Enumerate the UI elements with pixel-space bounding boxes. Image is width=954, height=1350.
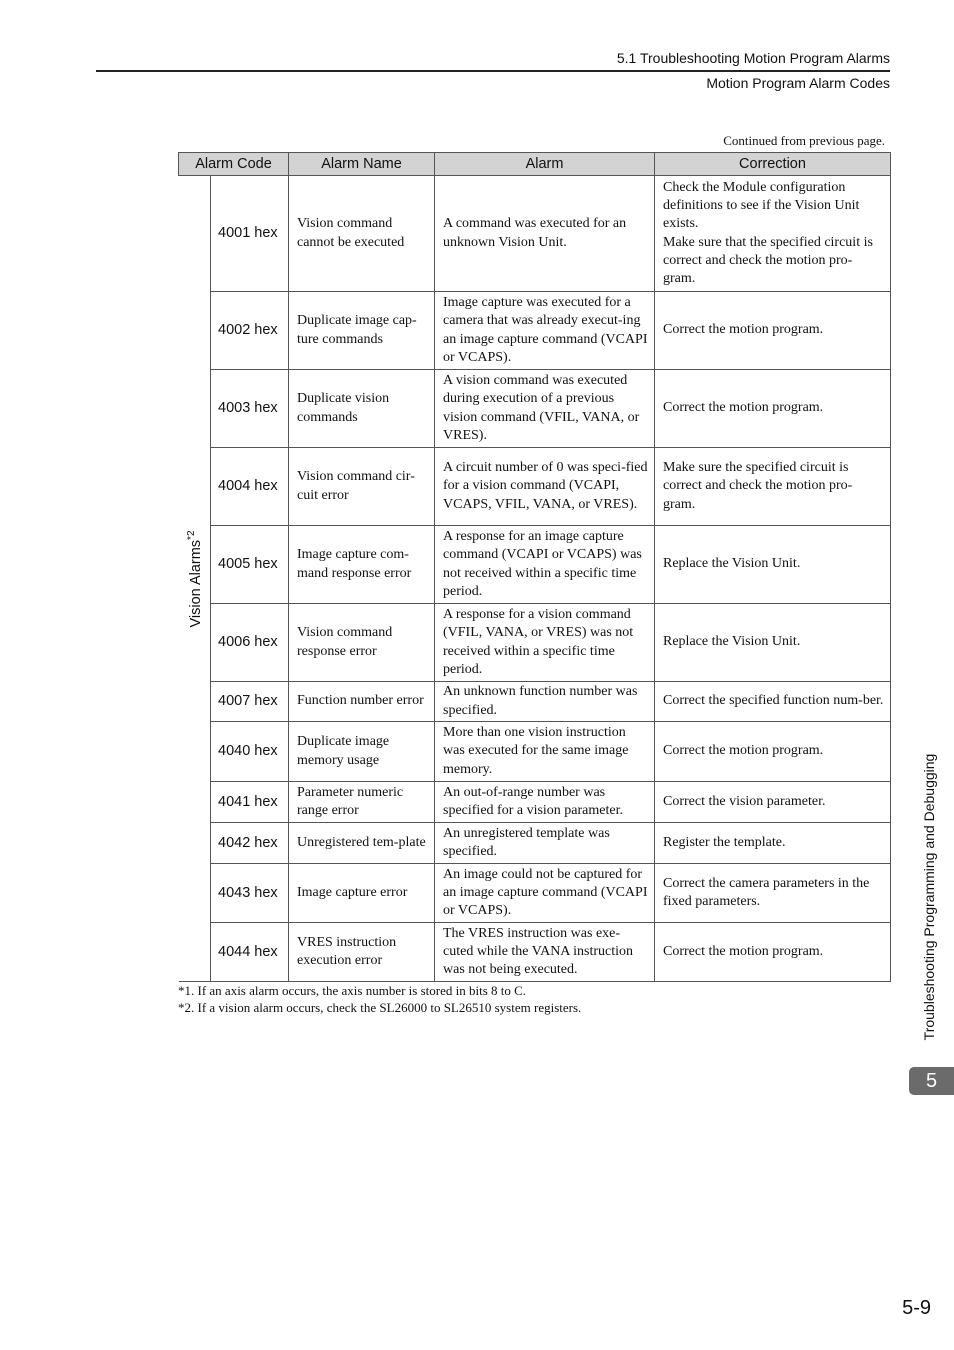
alarm-name-cell: Function number error — [289, 682, 435, 722]
subsection-title: Motion Program Alarm Codes — [706, 75, 890, 91]
correction-cell: Register the template. — [655, 823, 891, 864]
footnote-2: *2. If a vision alarm occurs, check the SL26000 to SL26510 system registers. — [178, 1000, 582, 1015]
correction-cell: Correct the camera parameters in the fixed parameters. — [655, 864, 891, 923]
alarm-code-cell: 4004 hex — [211, 448, 289, 526]
table-row — [179, 176, 891, 292]
footnotes — [178, 982, 581, 1016]
table-row — [179, 604, 891, 682]
section-title: 5.1 Troubleshooting Motion Program Alarms — [616, 50, 890, 66]
alarm-code-cell: 4043 hex — [211, 864, 289, 923]
alarm-description-cell: A circuit number of 0 was speci-fied for a vision command (VCAPI, VCAPS, VFIL, VANA, or VRES). — [435, 448, 655, 526]
alarm-code-cell: 4005 hex — [211, 526, 289, 604]
table-row — [179, 682, 891, 722]
alarm-code-cell: 4040 hex — [211, 722, 289, 782]
alarm-name-cell: Vision command response error — [289, 604, 435, 682]
alarm-name-cell: Vision command cannot be executed — [289, 176, 435, 292]
correction-cell: Correct the vision parameter. — [655, 782, 891, 823]
correction-cell: Check the Module configuration definitions to see if the Vision Unit exists. Make sure that the specified circuit is correct and check the motion pro-gram. — [655, 176, 891, 292]
correction-cell: Correct the specified function num-ber. — [655, 682, 891, 722]
continued-note: Continued from previous page. — [723, 133, 885, 148]
alarm-description-cell: Image capture was executed for a camera that was already execut-ing an image capture command (VCAPI or VCAPS). — [435, 292, 655, 370]
table-header-row — [179, 153, 891, 176]
table-row — [179, 722, 891, 782]
correction-cell: Replace the Vision Unit. — [655, 526, 891, 604]
footnote-1: *1. If an axis alarm occurs, the axis number is stored in bits 8 to C. — [178, 983, 527, 998]
alarm-description-cell: An image could not be captured for an image capture command (VCAPI or VCAPS). — [435, 864, 655, 923]
alarm-description-cell: A response for a vision command (VFIL, VANA, or VRES) was not received within a specific time period. — [435, 604, 655, 682]
correction-cell: Replace the Vision Unit. — [655, 604, 891, 682]
correction-cell: Correct the motion program. — [655, 923, 891, 982]
alarm-description-cell: The VRES instruction was exe-cuted while the VANA instruction was not being executed. — [435, 923, 655, 982]
alarm-description-cell: A response for an image capture command (VCAPI or VCAPS) was not received within a specific time period. — [435, 526, 655, 604]
alarm-description-cell: More than one vision instruction was executed for the same image memory. — [435, 722, 655, 782]
alarm-description-cell: An out-of-range number was specified for a vision parameter. — [435, 782, 655, 823]
header-rule — [96, 70, 890, 72]
alarm-name-cell: Image capture error — [289, 864, 435, 923]
alarm-code-cell: 4003 hex — [211, 370, 289, 448]
alarm-description-cell: A vision command was executed during execution of a previous vision command (VFIL, VANA, or VRES). — [435, 370, 655, 448]
alarm-code-cell: 4044 hex — [211, 923, 289, 982]
chapter-tab: 5 — [909, 1067, 954, 1095]
alarm-code-cell: 4006 hex — [211, 604, 289, 682]
alarm-code-cell: 4041 hex — [211, 782, 289, 823]
correction-cell: Make sure the specified circuit is correct and check the motion pro-gram. — [655, 448, 891, 526]
alarm-description-cell: A command was executed for an unknown Vision Unit. — [435, 176, 655, 292]
chapter-side-title: Troubleshooting Programming and Debugging — [921, 753, 937, 1041]
alarm-code-cell: 4001 hex — [211, 176, 289, 292]
alarm-name-cell: Image capture com-mand response error — [289, 526, 435, 604]
alarm-name-cell: Duplicate image memory usage — [289, 722, 435, 782]
group-cell-vision-alarms — [179, 176, 211, 982]
table-row — [179, 370, 891, 448]
header-alarm-name: Alarm Name — [289, 153, 435, 176]
group-label-footnote-ref: *2 — [186, 529, 198, 540]
alarm-name-cell: VRES instruction execution error — [289, 923, 435, 982]
correction-cell: Correct the motion program. — [655, 722, 891, 782]
table-row — [179, 526, 891, 604]
header-alarm: Alarm — [435, 153, 655, 176]
header-alarm-code: Alarm Code — [179, 153, 289, 176]
table-row — [179, 864, 891, 923]
table-row — [179, 823, 891, 864]
alarm-code-cell: 4042 hex — [211, 823, 289, 864]
table-row — [179, 923, 891, 982]
table-row — [179, 292, 891, 370]
alarm-description-cell: An unregistered template was specified. — [435, 823, 655, 864]
alarm-name-cell: Parameter numeric range error — [289, 782, 435, 823]
table-row — [179, 782, 891, 823]
correction-cell: Correct the motion program. — [655, 292, 891, 370]
alarm-code-cell: 4002 hex — [211, 292, 289, 370]
table-row — [179, 448, 891, 526]
alarm-code-cell: 4007 hex — [211, 682, 289, 722]
header-correction: Correction — [655, 153, 891, 176]
correction-cell: Correct the motion program. — [655, 370, 891, 448]
alarm-name-cell: Vision command cir-cuit error — [289, 448, 435, 526]
page-number: 5-9 — [902, 1297, 931, 1319]
alarm-name-cell: Unregistered tem-plate — [289, 823, 435, 864]
alarm-code-table — [178, 152, 891, 982]
alarm-name-cell: Duplicate vision commands — [289, 370, 435, 448]
group-label-text: Vision Alarms — [188, 539, 205, 628]
alarm-description-cell: An unknown function number was specified. — [435, 682, 655, 722]
group-label — [183, 530, 205, 627]
alarm-name-cell: Duplicate image cap-ture commands — [289, 292, 435, 370]
